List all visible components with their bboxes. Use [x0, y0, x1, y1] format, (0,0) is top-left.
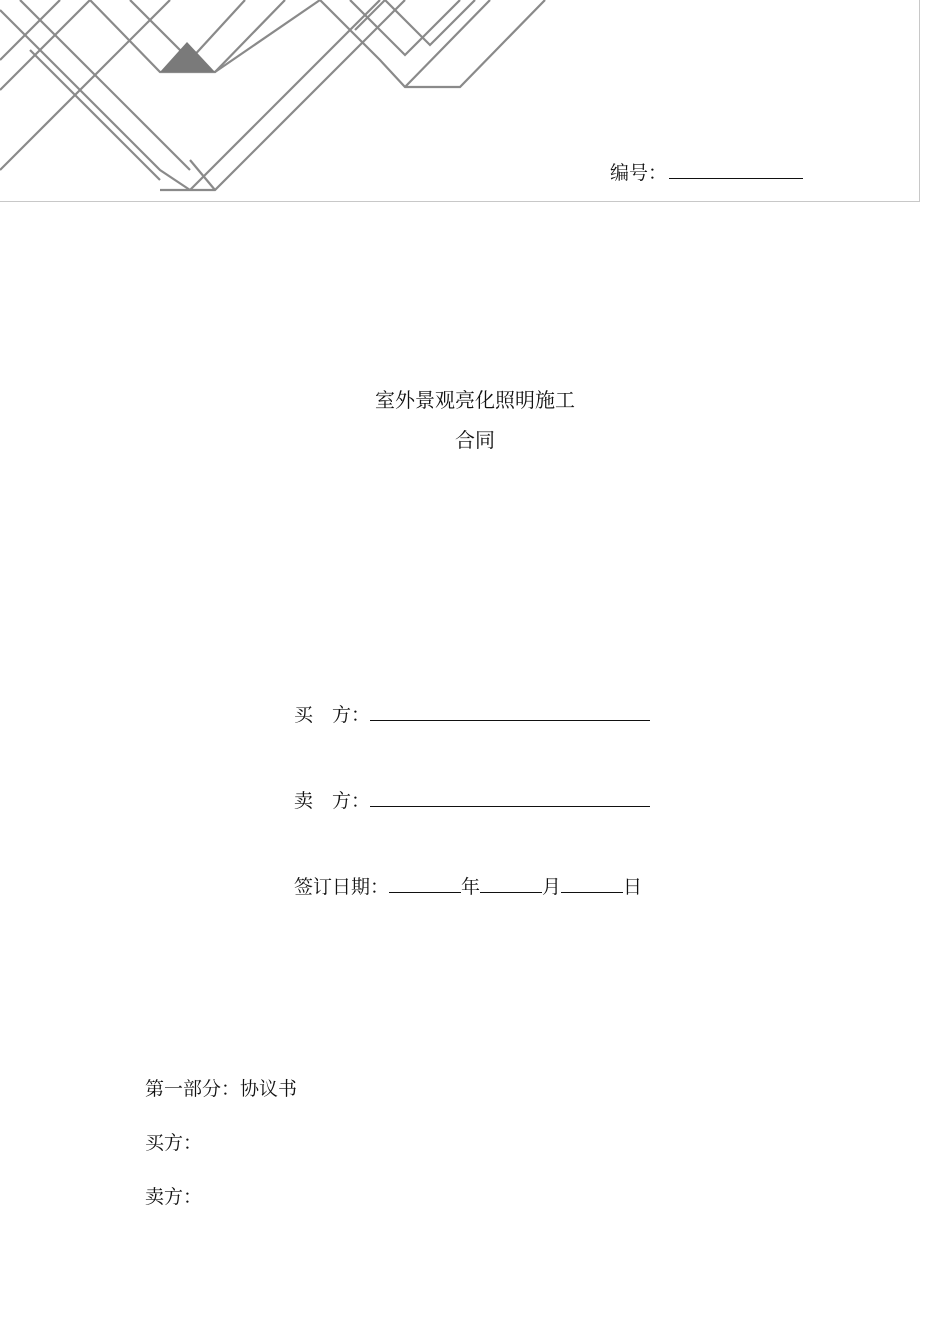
filled-triangle-decoration [160, 42, 215, 72]
cover-seller-field [294, 787, 650, 814]
serial-number-field [610, 160, 803, 185]
signing-month-blank[interactable] [480, 873, 542, 893]
signing-day-blank[interactable] [561, 873, 623, 893]
cover-seller-label: 卖 方： [294, 790, 371, 812]
signing-year-unit: 年 [461, 876, 481, 898]
agreement-seller-line: 卖方： [145, 1186, 203, 1208]
contract-title-line-1: 室外景观亮化照明施工 [375, 388, 575, 412]
contract-title-line-2: 合同 [455, 428, 495, 452]
signing-day-unit: 日 [623, 876, 643, 898]
serial-number-blank[interactable] [669, 160, 803, 179]
part-one-heading: 第一部分：协议书 [145, 1078, 298, 1100]
agreement-buyer-line: 买方： [145, 1132, 203, 1154]
signing-date-label: 签订日期： [294, 876, 390, 898]
signing-month-unit: 月 [542, 876, 562, 898]
cover-buyer-field [294, 701, 650, 728]
cover-seller-blank[interactable] [370, 787, 650, 807]
cover-buyer-blank[interactable] [370, 701, 650, 721]
serial-number-label: 编号： [610, 162, 668, 184]
header-decoration-band [0, 0, 920, 202]
signing-date-field [294, 873, 642, 900]
signing-year-blank[interactable] [389, 873, 461, 893]
cover-buyer-label: 买 方： [294, 704, 371, 726]
